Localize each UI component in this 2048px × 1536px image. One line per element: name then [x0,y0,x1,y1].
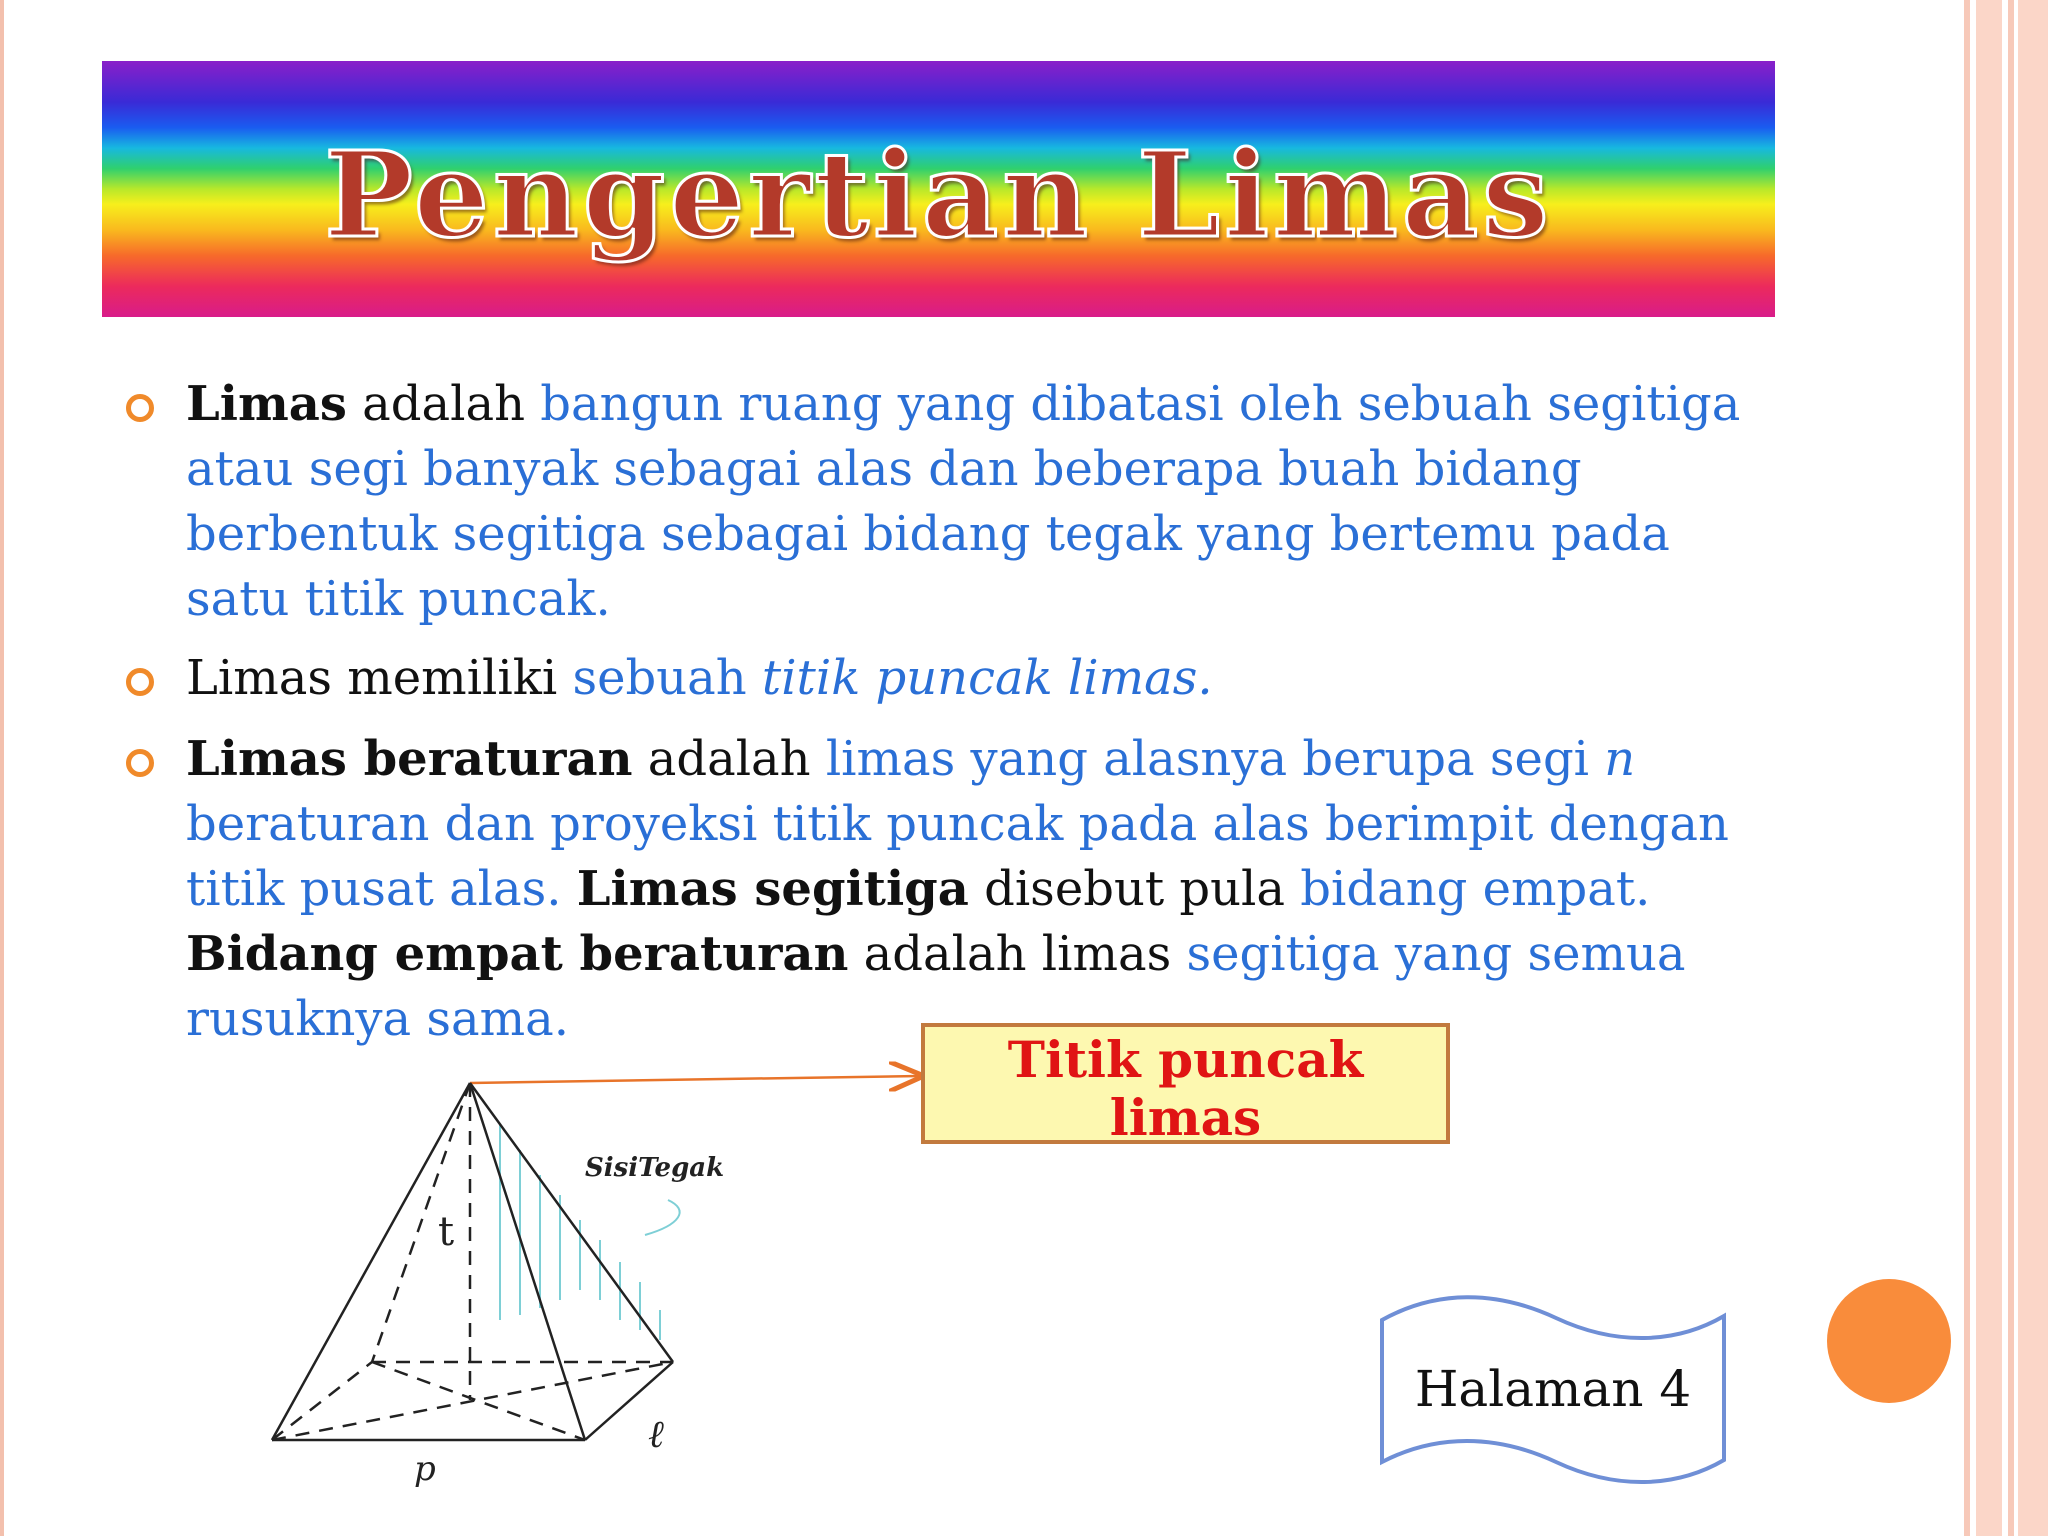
lead-text: Limas memiliki [186,650,573,706]
callout-line: limas [1109,1088,1262,1147]
blue-text: sebuah [572,650,762,706]
term: Bidang empat beraturan [186,926,849,982]
apex-callout-box [921,1023,1450,1147]
connector: adalah limas [848,926,1187,982]
height-label: t [438,1209,455,1255]
connector: adalah [632,731,826,787]
width-label: ℓ [648,1412,664,1456]
term: Limas segitiga [576,861,969,917]
definition: bangun ruang yang dibatasi oleh sebuah segitiga atau segi banyak sebagai alas dan beberapa buah bidang berbentuk segitiga sebagai bidang tegak yang bertemu pada satu titik puncak. [186,376,1741,627]
connector: adalah [346,376,541,432]
variable-n: n [1604,731,1636,787]
callout-line: Titik puncak [1007,1030,1364,1089]
definition-part: bidang empat. [1300,861,1651,917]
side-face-label: SisiTegak [585,1153,725,1183]
italic-text: titik puncak limas. [761,650,1213,706]
definition-part: segitiga yang semua rusuknya sama. [186,926,1686,1047]
page-title: Pengertian Limas [324,124,1553,264]
definition-part: beraturan dan proyeksi titik puncak pada alas berimpit dengan titik pusat alas. [186,796,1729,917]
label-leader [645,1200,680,1235]
pyramid-edges [272,1083,673,1440]
hidden-edges [272,1083,673,1440]
definition-part: limas yang alasnya berupa segi [825,731,1605,787]
term: Limas [186,376,347,432]
connector: disebut pula [968,861,1301,917]
page-number: Halaman 4 [1414,1360,1692,1418]
term: Limas beraturan [186,731,633,787]
length-label: p [414,1449,436,1489]
pointer-arrow [470,1076,919,1083]
